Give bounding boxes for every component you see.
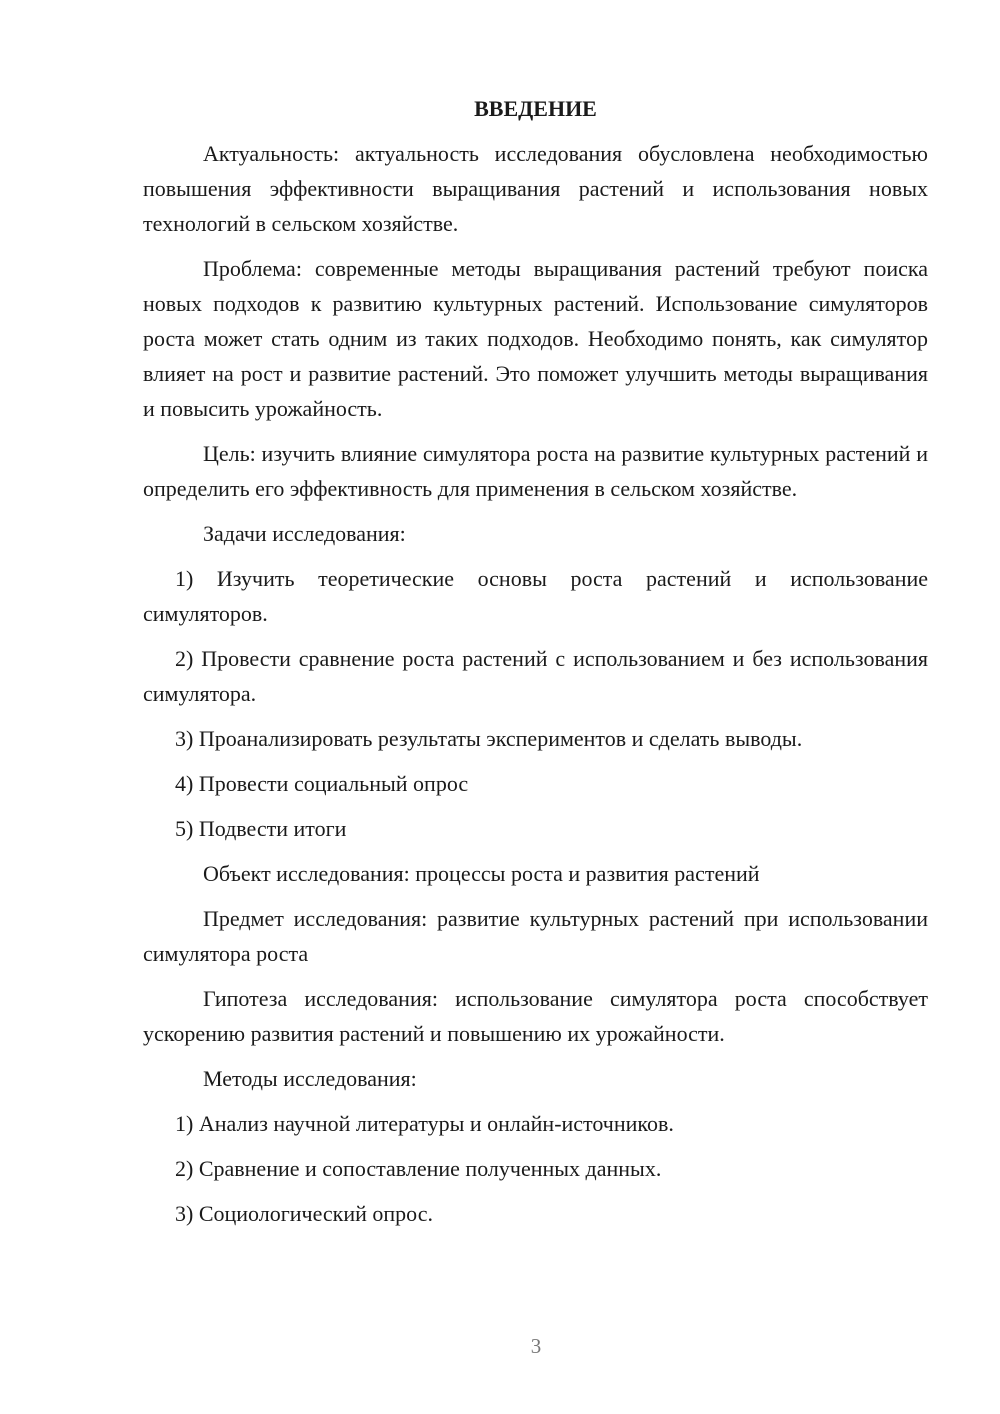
methods-heading: Методы исследования: xyxy=(203,1066,417,1091)
page-title: ВВЕДЕНИЕ xyxy=(474,96,597,121)
task-item: 4) Провести социальный опрос xyxy=(175,771,469,796)
paragraph-hypothesis: Гипотеза исследования: использование симулятора роста способствует ускорению развития растений и повышению их урожайности. xyxy=(143,986,928,1046)
task-item: 1) Изучить теоретические основы роста растений и использование симуляторов. xyxy=(143,566,928,626)
paragraph-object: Объект исследования: процессы роста и развития растений xyxy=(203,861,760,886)
method-item: 3) Социологический опрос. xyxy=(175,1201,433,1226)
method-item: 2) Сравнение и сопоставление полученных данных. xyxy=(175,1156,662,1181)
paragraph-goal: Цель: изучить влияние симулятора роста на развитие культурных растений и определить его эффективность для применения в сельском хозяйстве. xyxy=(143,441,928,501)
tasks-heading: Задачи исследования: xyxy=(203,521,406,546)
page-number: 3 xyxy=(530,1334,542,1358)
paragraph-relevance: Актуальность: актуальность исследования обусловлена необходимостью повышения эффективности выращивания растений и использования новых технологий в сельском хозяйстве. xyxy=(143,141,928,236)
task-item: 3) Проанализировать результаты экспериментов и сделать выводы. xyxy=(175,726,803,751)
document-page xyxy=(143,94,928,1231)
method-item: 1) Анализ научной литературы и онлайн-источников. xyxy=(175,1111,674,1136)
task-item: 5) Подвести итоги xyxy=(175,816,347,841)
paragraph-subject: Предмет исследования: развитие культурных растений при использовании симулятора роста xyxy=(143,906,928,966)
task-item: 2) Провести сравнение роста растений с использованием и без использования симулятора. xyxy=(143,646,928,706)
paragraph-problem: Проблема: современные методы выращивания растений требуют поиска новых подходов к развитию культурных растений. Использование симуляторов роста может стать одним из таких подходов. Необходимо понять, как симулятор влияет на рост и развитие растений. Это поможет улучшить методы выращивания и повысить урожайность. xyxy=(143,256,928,421)
